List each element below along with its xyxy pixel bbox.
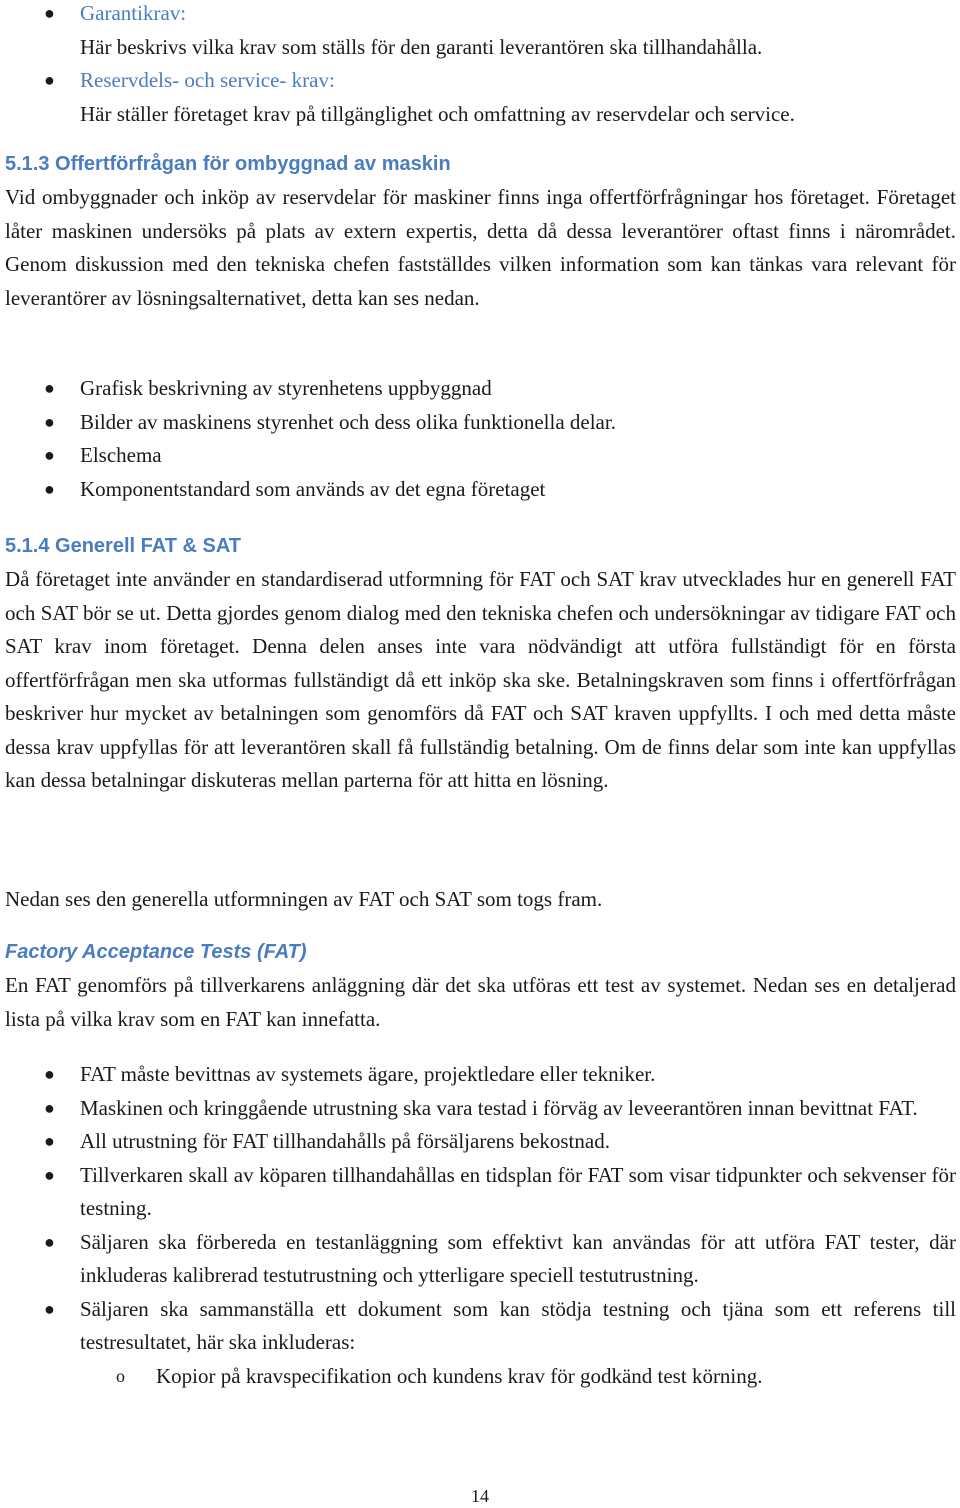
list-item bbox=[5, 372, 956, 406]
section-5-1-4-closing bbox=[5, 883, 956, 917]
fat-list bbox=[5, 1058, 956, 1393]
section-heading: Factory Acceptance Tests (FAT) bbox=[5, 941, 307, 963]
section-5-1-3 bbox=[5, 148, 956, 315]
list-item-text: Elschema bbox=[80, 443, 162, 467]
section-heading: 5.1.4 Generell FAT & SAT bbox=[5, 535, 241, 557]
bullet-icon: ● bbox=[44, 478, 55, 499]
list-item bbox=[5, 1058, 956, 1092]
bullet-icon: ● bbox=[44, 411, 55, 432]
bullet-icon: ● bbox=[44, 1298, 55, 1319]
list-item-text: Säljaren ska sammanställa ett dokument som kan stödja testning och tjäna som ett referens till testresultatet, här ska inkluderas: bbox=[80, 1296, 956, 1354]
top-list bbox=[5, 0, 956, 131]
bullet-icon: ● bbox=[44, 445, 55, 465]
list-item-text: Säljaren ska förbereda en testanläggning som effektivt kan användas för att utföra FAT tester, där inkluderas kalibrerad testutrustning och ytterligare speciell testutrustning. bbox=[80, 1229, 956, 1287]
sub-list-item bbox=[5, 1360, 956, 1394]
bullet-icon: ● bbox=[44, 378, 55, 398]
list-item bbox=[5, 1159, 956, 1226]
list-item-text: FAT måste bevittnas av systemets ägare, projektledare eller tekniker. bbox=[80, 1062, 656, 1086]
fat-section bbox=[5, 936, 956, 1036]
list-item-body: Här beskrivs vilka krav som ställs för den garanti leverantören ska tillhandahålla. bbox=[80, 34, 763, 59]
page-number: 14 bbox=[471, 1486, 489, 1506]
list-item bbox=[5, 406, 956, 440]
list-item bbox=[5, 1293, 956, 1394]
bullet-icon: ● bbox=[44, 3, 55, 23]
section-5-1-3-list bbox=[5, 372, 956, 506]
list-item-title: Garantikrav: bbox=[80, 1, 187, 25]
list-item bbox=[5, 473, 956, 507]
list-item bbox=[5, 64, 956, 131]
bullet-icon: ● bbox=[44, 1164, 55, 1185]
bullet-icon: ● bbox=[44, 1231, 55, 1252]
list-item-body: Här ställer företaget krav på tillgänglighet och omfattning av reservdelar och service. bbox=[80, 101, 795, 126]
section-paragraph: Då företaget inte använder en standardiserad utformning för FAT och SAT krav utvecklades hur en generell FAT och SAT bör se ut. Detta gjordes genom dialog med den tekniska chefen och undersökningar av tidigare FAT och SAT krav inom företaget. Denna delen anses inte vara nödvändigt att utföra fullständigt för en första offertförfrågan men ska utformas fullständigt då ett inköp ska ske. Betalningskraven som finns i offertförfrågan beskriver hur mycket av betalningen som genomförs då FAT och SAT kraven uppfyllts. I och med detta måste dessa krav uppfyllas för att leverantören skall få fullständig betalning. Om de finns delar som inte kan uppfyllas kan dessa betalningar diskuteras mellan parterna för att hitta en lösning. bbox=[5, 567, 956, 792]
list-item-title: Reservdels- och service- krav: bbox=[80, 68, 335, 92]
section-5-1-4 bbox=[5, 530, 956, 798]
section-heading: 5.1.3 Offertförfrågan för ombyggnad av maskin bbox=[5, 153, 451, 175]
bullet-icon: ● bbox=[44, 70, 55, 90]
list-item-text: Komponentstandard som används av det egna företaget bbox=[80, 476, 546, 501]
list-item-text: All utrustning för FAT tillhandahålls på försäljarens bekostnad. bbox=[80, 1129, 610, 1153]
list-item-text: Maskinen och kringgående utrustning ska vara testad i förväg av leveerantören innan bevittnat FAT. bbox=[80, 1095, 918, 1120]
circle-bullet-icon: o bbox=[116, 1365, 125, 1386]
bullet-icon: ● bbox=[44, 1097, 55, 1118]
section-paragraph: Vid ombyggnader och inköp av reservdelar för maskiner finns inga offertförfrågningar hos företaget. Företaget låter maskinen undersöks på plats av extern expertis, detta då dessa leverantörer oftast finns i närområdet. Genom diskussion med den tekniska chefen fastställdes vilken information som kan tänkas vara relevant för leverantörer av lösningsalternativet, detta kan ses nedan. bbox=[5, 185, 956, 310]
sub-list bbox=[5, 1360, 956, 1394]
bullet-icon: ● bbox=[44, 1064, 55, 1084]
sub-list-item-text: Kopior på kravspecifikation och kundens krav för godkänd test körning. bbox=[156, 1363, 763, 1388]
list-item-text: Tillverkaren skall av köparen tillhandahållas en tidsplan för FAT som visar tidpunkter och sekvenser för testning. bbox=[80, 1162, 956, 1220]
list-item bbox=[5, 0, 956, 64]
list-item-text: Grafisk beskrivning av styrenhetens uppbyggnad bbox=[80, 376, 492, 400]
section-paragraph: Nedan ses den generella utformningen av FAT och SAT som togs fram. bbox=[5, 887, 603, 911]
list-item bbox=[5, 1092, 956, 1126]
list-item bbox=[5, 439, 956, 473]
list-item bbox=[5, 1125, 956, 1159]
list-item bbox=[5, 1226, 956, 1293]
section-paragraph: En FAT genomförs på tillverkarens anläggning där det ska utföras ett test av systemet. Nedan ses en detaljerad lista på vilka krav som en FAT kan innefatta. bbox=[5, 973, 956, 1031]
bullet-icon: ● bbox=[44, 1131, 55, 1151]
list-item-text: Bilder av maskinens styrenhet och dess olika funktionella delar. bbox=[80, 409, 616, 434]
